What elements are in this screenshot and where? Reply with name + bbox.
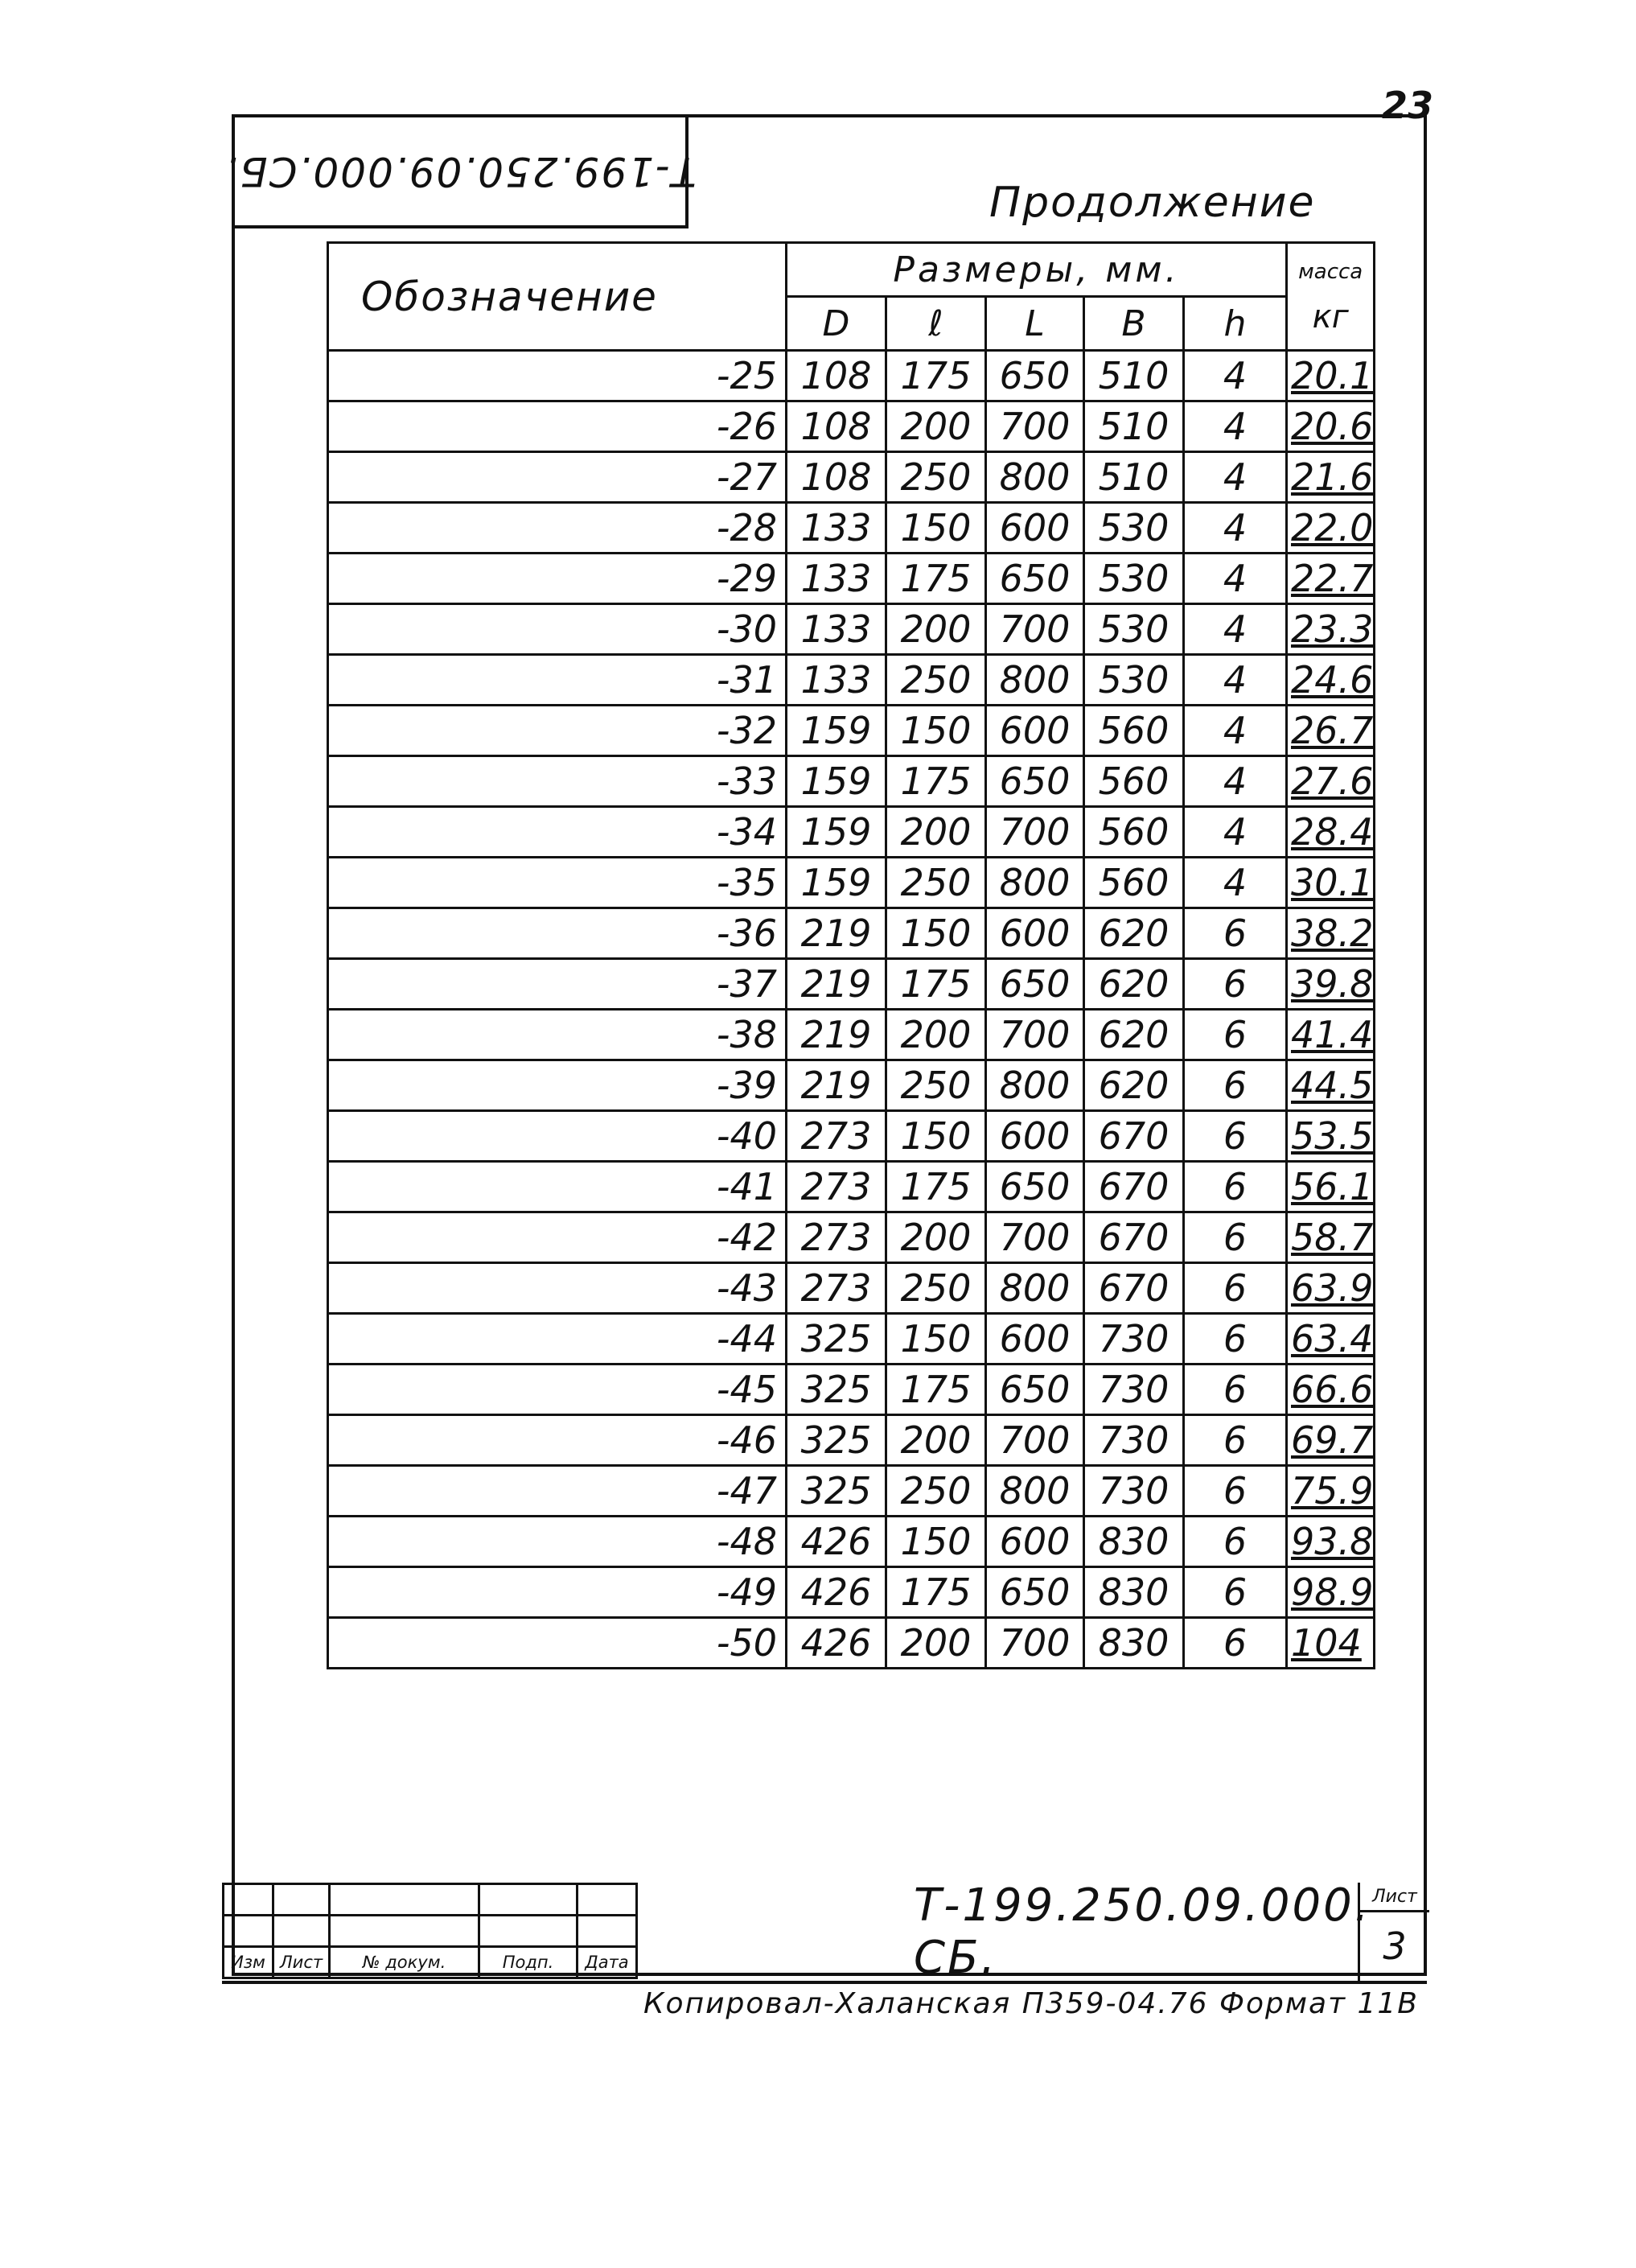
cell-l: 175: [886, 959, 986, 1010]
cell-mass: 22.7: [1287, 554, 1375, 604]
cell-l: 250: [886, 452, 986, 503]
cell-b: 530: [1084, 554, 1184, 604]
cell-mass: 24.6: [1287, 655, 1375, 706]
cell-d: 159: [787, 807, 886, 858]
table-row: [328, 1162, 1375, 1212]
cell-l: 150: [886, 908, 986, 959]
cell-mass: 23.3: [1287, 604, 1375, 655]
cell-l: 150: [886, 503, 986, 554]
revision-label-row: [224, 1947, 637, 1978]
mass-unit-label: кг: [1312, 298, 1349, 335]
cell-mass: 56.1: [1287, 1162, 1375, 1212]
table-row: [328, 1111, 1375, 1162]
cell-l: 700: [986, 604, 1084, 655]
cell-mass: 38.2: [1287, 908, 1375, 959]
cell-h: 4: [1184, 858, 1287, 908]
cell-d: 159: [787, 756, 886, 807]
cell-l: 175: [886, 351, 986, 401]
col-D-header: D: [787, 297, 886, 351]
cell-l: 600: [986, 1314, 1084, 1365]
cell-l: 650: [986, 554, 1084, 604]
cell-des: -35: [328, 858, 787, 908]
cell-l: 650: [986, 1567, 1084, 1618]
cell-l: 800: [986, 858, 1084, 908]
table-row: [328, 655, 1375, 706]
revision-grid: [222, 1883, 638, 1979]
cell-d: 159: [787, 706, 886, 756]
cell-des: -29: [328, 554, 787, 604]
cell-l: 200: [886, 604, 986, 655]
cell-h: 6: [1184, 1314, 1287, 1365]
cell-des: -50: [328, 1618, 787, 1669]
cell-d: 219: [787, 959, 886, 1010]
cell-b: 560: [1084, 756, 1184, 807]
cell-l: 150: [886, 1111, 986, 1162]
cell-d: 108: [787, 351, 886, 401]
label-izm: Изм: [224, 1947, 273, 1978]
cell-b: 530: [1084, 503, 1184, 554]
cell-b: 730: [1084, 1365, 1184, 1415]
cell-d: 219: [787, 1060, 886, 1111]
cell-d: 108: [787, 401, 886, 452]
cell-l: 150: [886, 706, 986, 756]
stamp-box: [224, 114, 697, 228]
table-row: [328, 1517, 1375, 1567]
cell-mass: 41.4: [1287, 1010, 1375, 1060]
cell-des: -40: [328, 1111, 787, 1162]
revision-row: [224, 1884, 637, 1916]
cell-l: 600: [986, 1517, 1084, 1567]
cell-des: -36: [328, 908, 787, 959]
table-row: [328, 401, 1375, 452]
cell-des: -30: [328, 604, 787, 655]
cell-des: -43: [328, 1263, 787, 1314]
table-row: [328, 858, 1375, 908]
table-row: [328, 1415, 1375, 1466]
cell-h: 6: [1184, 1060, 1287, 1111]
cell-b: 510: [1084, 452, 1184, 503]
cell-mass: 20.1: [1287, 351, 1375, 401]
cell-h: 6: [1184, 1567, 1287, 1618]
cell-des: -33: [328, 756, 787, 807]
continuation-label: Продолжение: [989, 179, 1316, 227]
cell-h: 6: [1184, 908, 1287, 959]
cell-h: 6: [1184, 1111, 1287, 1162]
cell-l: 250: [886, 655, 986, 706]
cell-d: 325: [787, 1466, 886, 1517]
cell-h: 4: [1184, 655, 1287, 706]
cell-l: 800: [986, 655, 1084, 706]
table-row: [328, 1618, 1375, 1669]
cell-h: 4: [1184, 807, 1287, 858]
cell-l: 650: [986, 1162, 1084, 1212]
cell-mass: 21.6: [1287, 452, 1375, 503]
cell-mass: 53.5: [1287, 1111, 1375, 1162]
cell-l: 650: [986, 756, 1084, 807]
cell-d: 426: [787, 1618, 886, 1669]
cell-mass: 63.9: [1287, 1263, 1375, 1314]
table-row: [328, 554, 1375, 604]
cell-l: 700: [986, 1212, 1084, 1263]
cell-des: -31: [328, 655, 787, 706]
cell-mass: 104: [1287, 1618, 1375, 1669]
cell-d: 108: [787, 452, 886, 503]
cell-b: 560: [1084, 807, 1184, 858]
cell-des: -45: [328, 1365, 787, 1415]
cell-b: 830: [1084, 1567, 1184, 1618]
cell-des: -28: [328, 503, 787, 554]
cell-h: 6: [1184, 1415, 1287, 1466]
table-row: [328, 503, 1375, 554]
col-h-header: h: [1184, 297, 1287, 351]
spec-table: [327, 241, 1375, 1669]
mass-header: [1287, 243, 1375, 351]
cell-l: 650: [986, 1365, 1084, 1415]
cell-des: -39: [328, 1060, 787, 1111]
cell-h: 4: [1184, 452, 1287, 503]
cell-des: -32: [328, 706, 787, 756]
cell-d: 219: [787, 1010, 886, 1060]
cell-mass: 93.8: [1287, 1517, 1375, 1567]
sheet-label: Лист: [1360, 1883, 1429, 1912]
table-row: [328, 351, 1375, 401]
cell-des: -42: [328, 1212, 787, 1263]
cell-l: 700: [986, 807, 1084, 858]
cell-des: -25: [328, 351, 787, 401]
cell-mass: 39.8: [1287, 959, 1375, 1010]
cell-mass: 30.1: [1287, 858, 1375, 908]
header-row-1: [328, 243, 1375, 297]
cell-des: -26: [328, 401, 787, 452]
cell-mass: 27.6: [1287, 756, 1375, 807]
table-row: [328, 908, 1375, 959]
cell-mass: 63.4: [1287, 1314, 1375, 1365]
cell-mass: 58.7: [1287, 1212, 1375, 1263]
cell-h: 4: [1184, 554, 1287, 604]
cell-mass: 66.6: [1287, 1365, 1375, 1415]
cell-l: 175: [886, 1365, 986, 1415]
dimensions-header: Размеры, мм.: [787, 243, 1287, 297]
cell-h: 6: [1184, 1466, 1287, 1517]
cell-d: 325: [787, 1415, 886, 1466]
table-row: [328, 1365, 1375, 1415]
cell-d: 325: [787, 1365, 886, 1415]
cell-l: 150: [886, 1517, 986, 1567]
table-row: [328, 1263, 1375, 1314]
cell-l: 150: [886, 1314, 986, 1365]
cell-l: 700: [986, 1010, 1084, 1060]
cell-mass: 26.7: [1287, 706, 1375, 756]
sheet-number: 3: [1383, 1924, 1407, 1968]
cell-d: 133: [787, 655, 886, 706]
cell-l: 175: [886, 1567, 986, 1618]
cell-l: 250: [886, 1060, 986, 1111]
designation-header: Обозначение: [328, 243, 787, 351]
cell-b: 730: [1084, 1415, 1184, 1466]
cell-l: 175: [886, 756, 986, 807]
table-row: [328, 756, 1375, 807]
table-row: [328, 604, 1375, 655]
cell-b: 670: [1084, 1212, 1184, 1263]
cell-b: 560: [1084, 858, 1184, 908]
cell-l: 175: [886, 554, 986, 604]
cell-mass: 44.5: [1287, 1060, 1375, 1111]
bottom-rule: [222, 1981, 1427, 1984]
cell-l: 200: [886, 807, 986, 858]
cell-b: 730: [1084, 1314, 1184, 1365]
cell-b: 620: [1084, 908, 1184, 959]
cell-l: 800: [986, 1263, 1084, 1314]
cell-h: 4: [1184, 351, 1287, 401]
table-row: [328, 706, 1375, 756]
label-list: Лист: [273, 1947, 330, 1978]
table-row: [328, 452, 1375, 503]
col-B-header: B: [1084, 297, 1184, 351]
cell-h: 4: [1184, 604, 1287, 655]
copier-note: Копировал-Халанская П359-04.76 Формат 11В: [643, 1987, 1419, 2020]
table-row: [328, 1212, 1375, 1263]
cell-d: 426: [787, 1567, 886, 1618]
cell-l: 250: [886, 1466, 986, 1517]
col-L-header: L: [986, 297, 1084, 351]
label-doc-num: № докум.: [330, 1947, 479, 1978]
label-date: Дата: [578, 1947, 637, 1978]
cell-b: 620: [1084, 1010, 1184, 1060]
sheet-box: [1358, 1883, 1429, 1981]
cell-b: 620: [1084, 959, 1184, 1010]
col-l-header: ℓ: [886, 297, 986, 351]
cell-d: 133: [787, 604, 886, 655]
stamp-code: Т-199.250.09.000.СБ.: [224, 148, 697, 195]
label-signature: Подп.: [479, 1947, 578, 1978]
cell-b: 830: [1084, 1517, 1184, 1567]
cell-l: 200: [886, 401, 986, 452]
cell-l: 250: [886, 858, 986, 908]
cell-des: -38: [328, 1010, 787, 1060]
cell-d: 325: [787, 1314, 886, 1365]
cell-d: 133: [787, 503, 886, 554]
cell-b: 670: [1084, 1263, 1184, 1314]
cell-d: 159: [787, 858, 886, 908]
cell-h: 4: [1184, 401, 1287, 452]
cell-h: 6: [1184, 1618, 1287, 1669]
cell-mass: 28.4: [1287, 807, 1375, 858]
revision-row: [224, 1916, 637, 1947]
cell-mass: 20.6: [1287, 401, 1375, 452]
cell-h: 4: [1184, 706, 1287, 756]
cell-l: 600: [986, 1111, 1084, 1162]
mass-header-label: масса: [1298, 260, 1363, 284]
cell-mass: 75.9: [1287, 1466, 1375, 1517]
cell-b: 530: [1084, 604, 1184, 655]
cell-h: 4: [1184, 503, 1287, 554]
spec-body: [328, 351, 1375, 1669]
cell-l: 700: [986, 401, 1084, 452]
cell-b: 510: [1084, 351, 1184, 401]
cell-des: -44: [328, 1314, 787, 1365]
table-row: [328, 1567, 1375, 1618]
table-row: [328, 1060, 1375, 1111]
cell-l: 800: [986, 452, 1084, 503]
table-row: [328, 1314, 1375, 1365]
cell-b: 620: [1084, 1060, 1184, 1111]
cell-l: 200: [886, 1415, 986, 1466]
cell-b: 670: [1084, 1111, 1184, 1162]
cell-b: 560: [1084, 706, 1184, 756]
document-code: Т-199.250.09.000. СБ.: [914, 1879, 1371, 1984]
cell-mass: 98.9: [1287, 1567, 1375, 1618]
cell-l: 600: [986, 706, 1084, 756]
cell-mass: 69.7: [1287, 1415, 1375, 1466]
cell-h: 6: [1184, 1212, 1287, 1263]
cell-d: 219: [787, 908, 886, 959]
cell-l: 200: [886, 1618, 986, 1669]
cell-b: 830: [1084, 1618, 1184, 1669]
cell-des: -41: [328, 1162, 787, 1212]
table-row: [328, 959, 1375, 1010]
cell-b: 670: [1084, 1162, 1184, 1212]
cell-d: 426: [787, 1517, 886, 1567]
cell-des: -49: [328, 1567, 787, 1618]
cell-l: 600: [986, 908, 1084, 959]
table-row: [328, 1010, 1375, 1060]
cell-des: -37: [328, 959, 787, 1010]
cell-h: 6: [1184, 1517, 1287, 1567]
cell-d: 273: [787, 1111, 886, 1162]
table-row: [328, 807, 1375, 858]
cell-des: -48: [328, 1517, 787, 1567]
cell-b: 510: [1084, 401, 1184, 452]
cell-l: 650: [986, 351, 1084, 401]
cell-h: 6: [1184, 1263, 1287, 1314]
cell-d: 273: [787, 1212, 886, 1263]
cell-h: 6: [1184, 1365, 1287, 1415]
cell-des: -27: [328, 452, 787, 503]
table-row: [328, 1466, 1375, 1517]
cell-mass: 22.0: [1287, 503, 1375, 554]
cell-b: 530: [1084, 655, 1184, 706]
cell-l: 250: [886, 1263, 986, 1314]
title-block: [222, 1879, 1427, 1984]
cell-l: 200: [886, 1212, 986, 1263]
cell-h: 6: [1184, 1010, 1287, 1060]
cell-l: 700: [986, 1618, 1084, 1669]
cell-l: 650: [986, 959, 1084, 1010]
cell-l: 600: [986, 503, 1084, 554]
cell-l: 200: [886, 1010, 986, 1060]
cell-h: 6: [1184, 1162, 1287, 1212]
cell-des: -34: [328, 807, 787, 858]
cell-des: -47: [328, 1466, 787, 1517]
cell-l: 175: [886, 1162, 986, 1212]
cell-h: 4: [1184, 756, 1287, 807]
cell-b: 730: [1084, 1466, 1184, 1517]
cell-l: 800: [986, 1466, 1084, 1517]
cell-l: 700: [986, 1415, 1084, 1466]
cell-l: 800: [986, 1060, 1084, 1111]
page-number: 23: [1382, 84, 1434, 127]
cell-d: 273: [787, 1263, 886, 1314]
cell-d: 273: [787, 1162, 886, 1212]
cell-des: -46: [328, 1415, 787, 1466]
cell-d: 133: [787, 554, 886, 604]
cell-h: 6: [1184, 959, 1287, 1010]
